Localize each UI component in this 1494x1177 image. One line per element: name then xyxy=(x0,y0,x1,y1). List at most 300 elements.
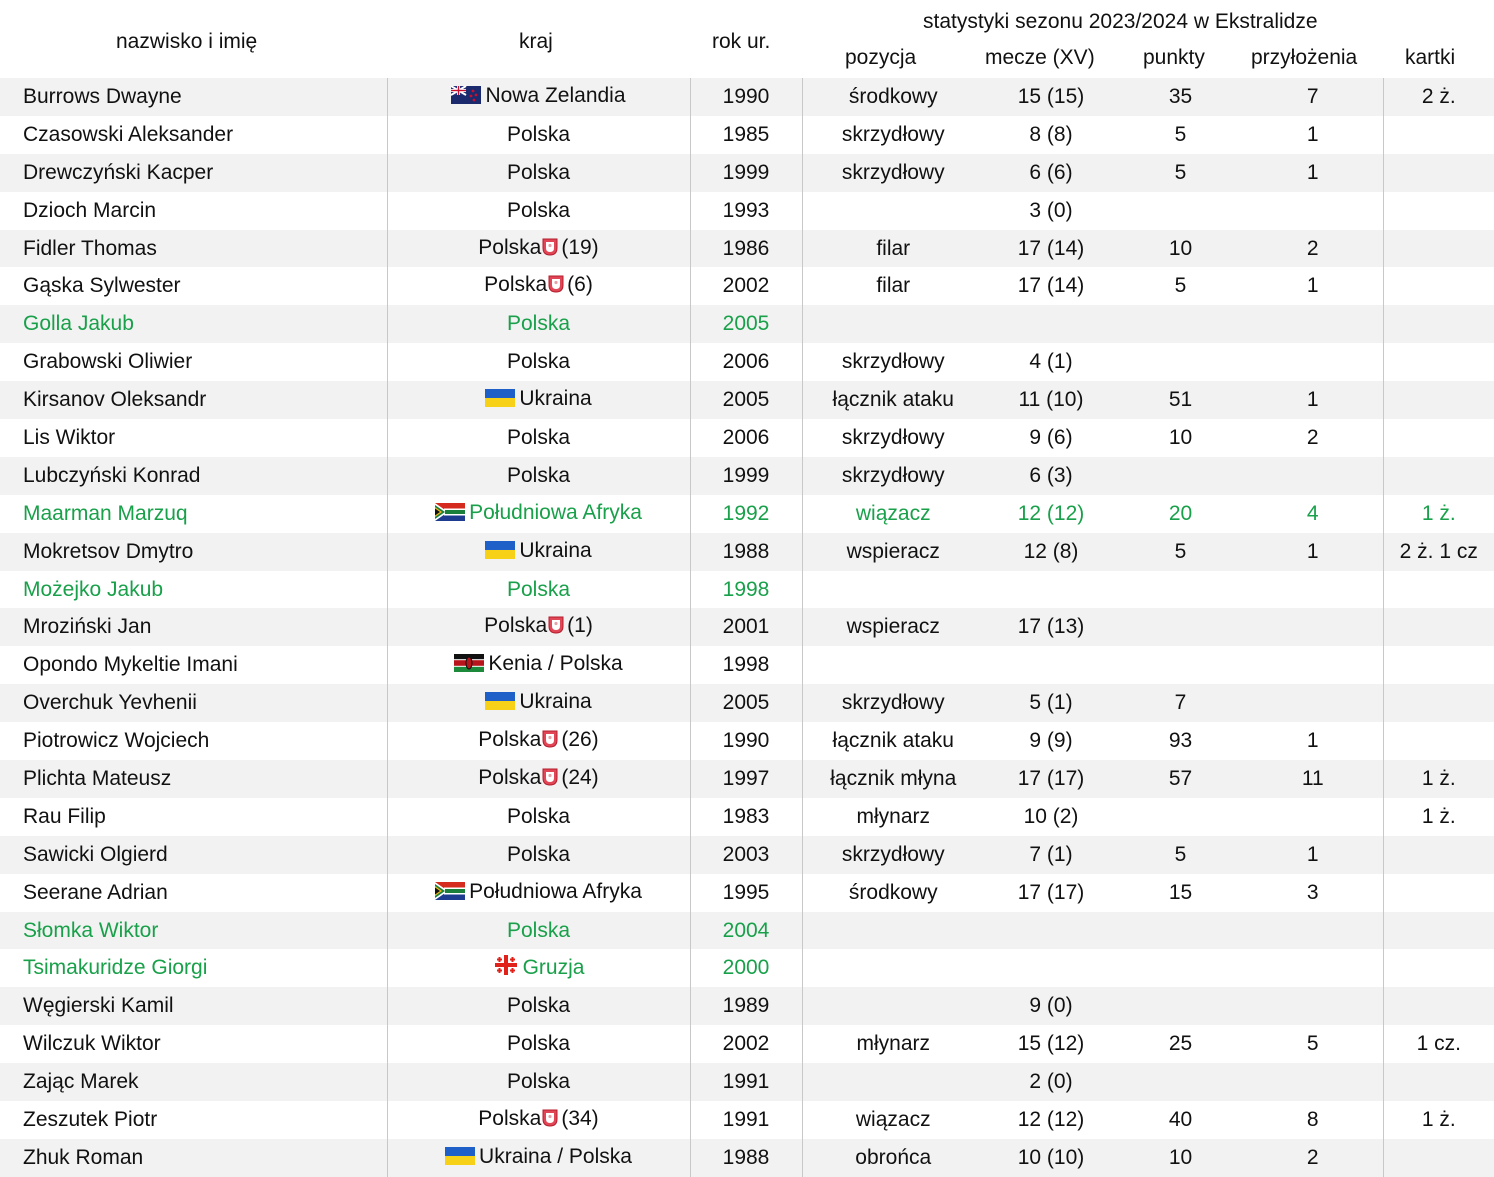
player-matches: 11 (10) xyxy=(984,381,1118,419)
player-tries xyxy=(1243,457,1383,495)
player-country: Polska xyxy=(506,122,571,146)
player-country: Polska xyxy=(478,235,542,259)
player-position xyxy=(802,987,984,1025)
player-country-cell xyxy=(387,230,690,268)
player-country-cell xyxy=(387,267,690,305)
georgia-flag-icon xyxy=(493,954,519,982)
player-cards xyxy=(1383,646,1494,684)
player-caps: (1) xyxy=(567,614,593,638)
player-birth-year: 1983 xyxy=(690,798,802,836)
player-cards xyxy=(1383,116,1494,154)
player-country-cell xyxy=(387,419,690,457)
player-cards: 1 ż. xyxy=(1383,798,1494,836)
player-country-cell xyxy=(387,1101,690,1139)
player-cards xyxy=(1383,457,1494,495)
table-row xyxy=(0,608,1494,646)
player-position: skrzydłowy xyxy=(841,350,945,374)
player-country: Polska xyxy=(506,425,571,449)
player-cards xyxy=(1383,343,1494,381)
player-cards xyxy=(1383,381,1494,419)
player-cards xyxy=(1383,874,1494,912)
player-points: 35 xyxy=(1118,78,1243,116)
table-row xyxy=(0,760,1494,798)
header-cards: kartki xyxy=(1405,46,1456,69)
player-position: skrzydłowy xyxy=(841,122,945,146)
player-points: 20 xyxy=(1168,501,1193,525)
player-matches: 10 (2) xyxy=(1023,804,1079,828)
polish-national-team-icon xyxy=(542,768,558,792)
player-position: obrońca xyxy=(802,1139,984,1177)
player-name: Słomka Wiktor xyxy=(0,912,387,950)
player-cards xyxy=(1383,192,1494,230)
player-birth-year: 2005 xyxy=(690,381,802,419)
header-position: pozycja xyxy=(845,46,917,69)
player-matches: 17 (14) xyxy=(984,230,1118,268)
player-name: Mroziński Jan xyxy=(0,608,387,646)
table-row xyxy=(0,116,1494,154)
player-position: skrzydłowy xyxy=(841,425,945,449)
player-matches: 5 (1) xyxy=(984,684,1118,722)
player-matches: 2 (0) xyxy=(984,1063,1118,1101)
player-country-cell xyxy=(387,457,690,495)
player-country-cell xyxy=(387,608,690,646)
player-cards: 2 ż. 1 cz xyxy=(1383,533,1494,571)
player-tries: 2 xyxy=(1306,425,1319,449)
new-zealand-flag-icon xyxy=(451,86,481,110)
player-birth-year: 1999 xyxy=(690,457,802,495)
header-name: nazwisko i imię xyxy=(116,30,258,53)
roster-table xyxy=(0,78,1494,1177)
player-matches: 15 (12) xyxy=(1017,1032,1085,1056)
player-name: Overchuk Yevhenii xyxy=(0,684,387,722)
player-position xyxy=(802,192,984,230)
player-tries: 11 xyxy=(1243,760,1383,798)
player-position: łącznik młyna xyxy=(802,760,984,798)
player-birth-year: 1990 xyxy=(690,722,802,760)
table-row xyxy=(0,874,1494,912)
player-matches: 9 (0) xyxy=(984,987,1118,1025)
player-points xyxy=(1118,987,1243,1025)
player-name: Seerane Adrian xyxy=(0,874,387,912)
table-row xyxy=(0,722,1494,760)
player-cards xyxy=(1383,684,1494,722)
header-tries: przyłożenia xyxy=(1251,46,1358,69)
player-cards xyxy=(1383,305,1494,343)
player-tries xyxy=(1243,684,1383,722)
player-country: Polska xyxy=(506,463,571,487)
player-points: 7 xyxy=(1118,684,1243,722)
player-tries: 5 xyxy=(1306,1032,1319,1056)
player-cards xyxy=(1383,949,1494,987)
table-row xyxy=(0,836,1494,874)
player-points xyxy=(1118,798,1243,836)
player-birth-year: 1992 xyxy=(690,495,802,533)
player-birth-year: 2003 xyxy=(690,836,802,874)
player-tries: 1 xyxy=(1306,729,1319,753)
player-points: 10 xyxy=(1168,425,1193,449)
player-country-cell xyxy=(387,495,690,533)
player-name: Węgierski Kamil xyxy=(0,987,387,1025)
player-matches: 15 (15) xyxy=(984,78,1118,116)
player-country-cell xyxy=(387,836,690,874)
player-tries xyxy=(1243,912,1383,950)
table-row xyxy=(0,571,1494,609)
polish-national-team-icon xyxy=(542,730,558,754)
player-matches: 6 (3) xyxy=(984,457,1118,495)
player-points: 5 xyxy=(1174,122,1187,146)
player-birth-year: 2002 xyxy=(690,267,802,305)
player-country-cell xyxy=(387,116,690,154)
player-points xyxy=(1118,1063,1243,1101)
player-position: skrzydłowy xyxy=(802,836,984,874)
player-birth-year: 2006 xyxy=(690,419,802,457)
player-points: 15 xyxy=(1168,880,1193,904)
player-position: wspieracz xyxy=(802,608,984,646)
player-country-cell xyxy=(387,533,690,571)
player-tries: 2 xyxy=(1243,1139,1383,1177)
player-birth-year: 1988 xyxy=(690,533,802,571)
kenya-flag-icon xyxy=(454,654,484,678)
player-position: łącznik ataku xyxy=(802,381,984,419)
table-row xyxy=(0,305,1494,343)
player-position: młynarz xyxy=(856,804,930,828)
player-matches: 17 (14) xyxy=(1017,274,1085,298)
player-tries: 1 xyxy=(1306,274,1319,298)
player-country-cell xyxy=(387,571,690,609)
player-position: środkowy xyxy=(848,880,938,904)
player-caps: (26) xyxy=(561,728,599,752)
player-matches: 10 (10) xyxy=(984,1139,1118,1177)
player-caps: (34) xyxy=(561,1106,599,1130)
table-row xyxy=(0,230,1494,268)
player-birth-year: 1989 xyxy=(690,987,802,1025)
player-position xyxy=(802,305,984,343)
player-tries xyxy=(1243,343,1383,381)
table-row xyxy=(0,533,1494,571)
player-cards xyxy=(1383,1139,1494,1177)
player-country: Ukraina xyxy=(519,538,592,562)
player-birth-year: 2001 xyxy=(690,608,802,646)
player-country-cell xyxy=(387,1063,690,1101)
table-row xyxy=(0,495,1494,533)
table-row xyxy=(0,419,1494,457)
player-country: Polska xyxy=(506,577,571,601)
player-country: Ukraina xyxy=(519,690,592,714)
player-points xyxy=(1118,608,1243,646)
table-row xyxy=(0,1063,1494,1101)
player-points xyxy=(1118,912,1243,950)
player-name: Burrows Dwayne xyxy=(0,78,387,116)
table-row xyxy=(0,798,1494,836)
player-matches xyxy=(984,571,1118,609)
player-country-cell xyxy=(387,154,690,192)
polish-national-team-icon xyxy=(542,1109,558,1133)
table-row xyxy=(0,949,1494,987)
player-cards xyxy=(1383,419,1494,457)
player-points xyxy=(1118,646,1243,684)
player-points: 93 xyxy=(1168,729,1193,753)
player-caps: (24) xyxy=(561,765,599,789)
header-matches: mecze (XV) xyxy=(985,46,1095,69)
player-cards xyxy=(1383,608,1494,646)
player-country: Kenia / Polska xyxy=(488,652,623,676)
player-matches: 4 (1) xyxy=(1029,350,1073,374)
header-points: punkty xyxy=(1143,46,1205,69)
player-country: Nowa Zelandia xyxy=(485,83,626,107)
player-tries: 2 xyxy=(1243,230,1383,268)
player-position: skrzydłowy xyxy=(802,457,984,495)
player-tries: 1 xyxy=(1243,381,1383,419)
player-points: 5 xyxy=(1118,154,1243,192)
player-country-cell xyxy=(387,798,690,836)
player-matches xyxy=(984,912,1118,950)
player-matches: 8 (8) xyxy=(1029,122,1073,146)
player-country: Polska xyxy=(484,273,548,297)
table-row xyxy=(0,192,1494,230)
player-cards xyxy=(1383,836,1494,874)
player-matches: 12 (12) xyxy=(1017,501,1085,525)
player-name: Lubczyński Konrad xyxy=(0,457,387,495)
player-tries: 1 xyxy=(1243,154,1383,192)
player-country-cell xyxy=(387,722,690,760)
player-name: Zhuk Roman xyxy=(0,1139,387,1177)
player-tries: 8 xyxy=(1306,1107,1319,1131)
table-header xyxy=(0,0,1494,78)
player-matches: 6 (6) xyxy=(984,154,1118,192)
player-country-cell xyxy=(387,949,690,987)
player-name: Opondo Mykeltie Imani xyxy=(0,646,387,684)
player-caps: (6) xyxy=(567,273,593,297)
table-row xyxy=(0,646,1494,684)
player-country-cell xyxy=(387,305,690,343)
player-matches: 12 (12) xyxy=(1017,1107,1085,1131)
player-tries xyxy=(1243,949,1383,987)
player-country: Polska xyxy=(506,350,571,374)
player-tries: 1 xyxy=(1243,836,1383,874)
player-position: środkowy xyxy=(802,78,984,116)
player-position: wiązacz xyxy=(855,501,931,525)
player-birth-year: 1991 xyxy=(690,1063,802,1101)
player-matches: 9 (6) xyxy=(1029,425,1073,449)
roster-body xyxy=(0,78,1494,1177)
player-points: 57 xyxy=(1118,760,1243,798)
player-points: 5 xyxy=(1118,533,1243,571)
player-name: Gąska Sylwester xyxy=(0,267,387,305)
player-position: łącznik ataku xyxy=(832,729,954,753)
player-birth-year: 2004 xyxy=(690,912,802,950)
player-country: Polska xyxy=(478,765,542,789)
player-country: Południowa Afryka xyxy=(469,500,642,524)
player-country: Polska xyxy=(506,804,571,828)
player-country-cell xyxy=(387,192,690,230)
player-position xyxy=(802,912,984,950)
player-birth-year: 1999 xyxy=(690,154,802,192)
player-position: filar xyxy=(876,274,911,298)
player-country: Polska xyxy=(506,842,571,866)
player-birth-year: 1995 xyxy=(690,874,802,912)
player-position xyxy=(802,646,984,684)
player-points: 25 xyxy=(1168,1032,1193,1056)
player-points: 10 xyxy=(1118,230,1243,268)
player-matches: 12 (8) xyxy=(984,533,1118,571)
player-country-cell xyxy=(387,78,690,116)
player-name: Grabowski Oliwier xyxy=(0,343,387,381)
player-cards: 2 ż. xyxy=(1383,78,1494,116)
player-matches xyxy=(984,646,1118,684)
player-name: Kirsanov Oleksandr xyxy=(0,381,387,419)
player-matches: 7 (1) xyxy=(984,836,1118,874)
table-row xyxy=(0,912,1494,950)
player-birth-year: 1990 xyxy=(690,78,802,116)
player-birth-year: 1998 xyxy=(690,646,802,684)
player-name: Wilczuk Wiktor xyxy=(0,1025,387,1063)
player-tries: 3 xyxy=(1306,880,1319,904)
player-country-cell xyxy=(387,912,690,950)
player-cards xyxy=(1383,1063,1494,1101)
table-row xyxy=(0,154,1494,192)
table-row xyxy=(0,987,1494,1025)
player-name: Czasowski Aleksander xyxy=(0,116,387,154)
header-country: kraj xyxy=(519,30,553,53)
player-points xyxy=(1118,192,1243,230)
player-name: Zając Marek xyxy=(0,1063,387,1101)
player-country: Polska xyxy=(478,728,542,752)
player-cards: 1 cz. xyxy=(1383,1025,1494,1063)
player-country-cell xyxy=(387,381,690,419)
player-country: Polska xyxy=(484,614,548,638)
table-row xyxy=(0,381,1494,419)
polish-national-team-icon xyxy=(542,238,558,262)
player-tries xyxy=(1243,608,1383,646)
player-cards xyxy=(1383,722,1494,760)
player-birth-year: 2000 xyxy=(690,949,802,987)
player-name: Dzioch Marcin xyxy=(0,192,387,230)
player-caps: (19) xyxy=(561,235,599,259)
player-matches: 3 (0) xyxy=(1029,198,1073,222)
player-birth-year: 1993 xyxy=(690,192,802,230)
player-name: Zeszutek Piotr xyxy=(0,1101,387,1139)
player-cards: 1 ż. xyxy=(1383,760,1494,798)
table-row xyxy=(0,1101,1494,1139)
table-row xyxy=(0,684,1494,722)
player-cards xyxy=(1383,154,1494,192)
player-birth-year: 2006 xyxy=(690,343,802,381)
player-country: Południowa Afryka xyxy=(469,879,642,903)
player-country: Polska xyxy=(506,312,571,336)
player-matches: 17 (13) xyxy=(984,608,1118,646)
player-country-cell xyxy=(387,874,690,912)
player-points: 10 xyxy=(1118,1139,1243,1177)
player-cards xyxy=(1383,571,1494,609)
player-country: Polska xyxy=(506,1032,571,1056)
player-country-cell xyxy=(387,760,690,798)
player-country: Polska xyxy=(506,1070,571,1094)
player-position: wspieracz xyxy=(802,533,984,571)
player-tries xyxy=(1243,571,1383,609)
player-position: skrzydłowy xyxy=(802,684,984,722)
player-position: wiązacz xyxy=(855,1107,931,1131)
player-birth-year: 1991 xyxy=(690,1101,802,1139)
player-name: Plichta Mateusz xyxy=(0,760,387,798)
player-birth-year: 1998 xyxy=(690,571,802,609)
player-tries: 1 xyxy=(1306,122,1319,146)
header-stats-group: statystyki sezonu 2023/2024 w Ekstralidze xyxy=(923,10,1318,33)
player-country-cell xyxy=(387,646,690,684)
table-row xyxy=(0,1139,1494,1177)
south-africa-flag-icon xyxy=(435,882,465,906)
player-name: Mokretsov Dmytro xyxy=(0,533,387,571)
player-position xyxy=(802,949,984,987)
table-row xyxy=(0,457,1494,495)
table-row xyxy=(0,343,1494,381)
player-cards xyxy=(1383,912,1494,950)
player-country: Polska xyxy=(506,160,571,184)
player-birth-year: 1997 xyxy=(690,760,802,798)
player-tries xyxy=(1243,192,1383,230)
player-name: Tsimakuridze Giorgi xyxy=(0,949,387,987)
player-country: Ukraina / Polska xyxy=(479,1144,632,1168)
player-tries xyxy=(1243,305,1383,343)
player-cards: 1 ż. xyxy=(1383,495,1494,533)
player-tries xyxy=(1243,646,1383,684)
ukraine-flag-icon xyxy=(485,692,515,716)
player-tries xyxy=(1243,1063,1383,1101)
polish-national-team-icon xyxy=(548,616,564,640)
player-points xyxy=(1118,343,1243,381)
player-cards: 1 ż. xyxy=(1383,1101,1494,1139)
player-country: Polska xyxy=(506,994,571,1018)
player-birth-year: 1986 xyxy=(690,230,802,268)
table-row xyxy=(0,267,1494,305)
player-points: 51 xyxy=(1118,381,1243,419)
player-country: Ukraina xyxy=(519,387,592,411)
player-name: Lis Wiktor xyxy=(0,419,387,457)
player-position: skrzydłowy xyxy=(802,154,984,192)
player-matches xyxy=(984,305,1118,343)
player-cards xyxy=(1383,230,1494,268)
table-row xyxy=(0,78,1494,116)
player-tries: 7 xyxy=(1243,78,1383,116)
player-points xyxy=(1118,571,1243,609)
ukraine-flag-icon xyxy=(485,389,515,413)
player-country-cell xyxy=(387,1139,690,1177)
player-matches: 17 (17) xyxy=(1017,880,1085,904)
player-country-cell xyxy=(387,343,690,381)
player-position: filar xyxy=(802,230,984,268)
player-birth-year: 1988 xyxy=(690,1139,802,1177)
player-position: młynarz xyxy=(856,1032,930,1056)
player-tries xyxy=(1243,987,1383,1025)
player-name: Golla Jakub xyxy=(0,305,387,343)
ukraine-flag-icon xyxy=(485,541,515,565)
player-country: Polska xyxy=(506,918,571,942)
player-country: Polska xyxy=(506,198,571,222)
player-birth-year: 2005 xyxy=(690,684,802,722)
player-points: 40 xyxy=(1168,1107,1193,1131)
player-name: Piotrowicz Wojciech xyxy=(0,722,387,760)
player-country-cell xyxy=(387,684,690,722)
player-tries: 4 xyxy=(1306,501,1319,525)
player-country-cell xyxy=(387,987,690,1025)
ukraine-flag-icon xyxy=(445,1147,475,1171)
player-birth-year: 1985 xyxy=(690,116,802,154)
player-matches xyxy=(984,949,1118,987)
player-points xyxy=(1118,457,1243,495)
player-cards xyxy=(1383,987,1494,1025)
player-points: 5 xyxy=(1174,274,1187,298)
player-position xyxy=(802,571,984,609)
south-africa-flag-icon xyxy=(435,503,465,527)
